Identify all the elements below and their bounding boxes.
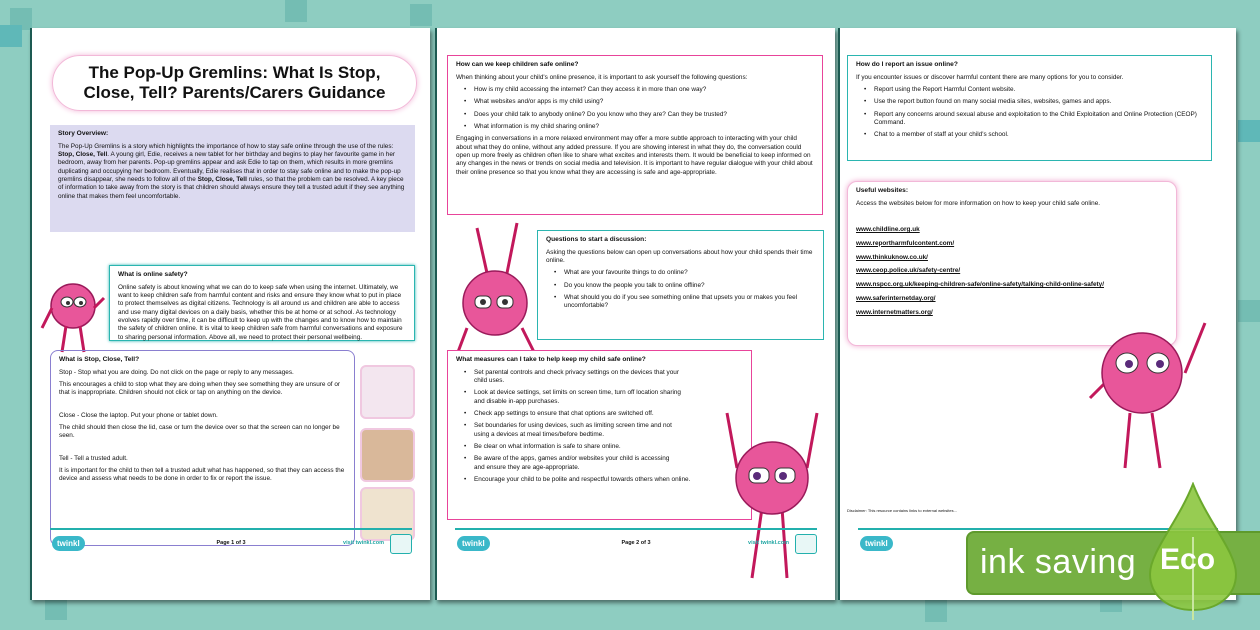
questions-intro: Asking the questions below can open up conversations about how your child spends their time online.: [546, 248, 813, 264]
disclaimer: Disclaimer: This resource contains links to external websites...: [847, 508, 957, 513]
quality-badge-icon: [390, 534, 412, 554]
twinkl-logo: twinkl: [52, 536, 85, 551]
questions-heading: Questions to start a discussion:: [546, 236, 647, 243]
report-box: [847, 55, 1212, 161]
safety-text: Online safety is about knowing what we can do to keep safe when using the internet. Ultimately, we want to keep children safe from harmful content and risks and ensure they know what to put in place to protect themselves as digital citizens. Technology is all around us and children are able to access and use many digital devices on a daily basis, whether this be at home or at school. As technology evolves rapidly over time, it can be difficult to keep up with the changes and to know how to maintain the safety of children online. It is vital to keep children safe from harmful conversations and exposure to sharing personal information. Above all, we need to protect their personal wellbeing.: [118, 283, 403, 341]
list-item: • Set boundaries for using devices, such as limiting screen time and not using a devices at meal times/before bedtime.: [464, 422, 681, 439]
close-text: The child should then close the lid, case or turn the device over so that the screen can no longer be seen.: [59, 423, 340, 440]
report-heading: How do I report an issue online?: [856, 61, 958, 68]
twinkl-logo: twinkl: [860, 536, 893, 551]
visit-link[interactable]: visit twinkl.com: [343, 540, 384, 546]
list-item: • Report using the Report Harmful Content website.: [864, 86, 1203, 94]
measures-heading: What measures can I take to help keep my child safe online?: [456, 356, 646, 363]
list-item: • Encourage your child to be polite and respectful towards others when online.: [464, 476, 681, 484]
quality-badge-icon: [795, 534, 817, 554]
page-1: [30, 28, 430, 600]
list-item: • Look at device settings, set limits on screen time, turn off location sharing and disable in-app purchases.: [464, 389, 681, 406]
list-item: • What are your favourite things to do online?: [554, 269, 815, 277]
list-item: • Does your child talk to anybody online? Do you know who they are? Can they be trusted?: [464, 111, 814, 119]
report-list: [864, 86, 1203, 140]
website-link[interactable]: www.internetmatters.org/: [856, 308, 933, 316]
keep-heading: How can we keep children safe online?: [456, 61, 579, 68]
gremlin-illustration: [38, 268, 108, 358]
measures-box: [447, 350, 752, 520]
online-safety-box: [109, 265, 415, 341]
list-item: • Set parental controls and check privacy settings on the devices that your child uses.: [464, 369, 681, 386]
report-intro: If you encounter issues or discover harmful content there are many options for you to consider.: [856, 73, 1124, 81]
list-item: • Check app settings to ensure that chat options are switched off.: [464, 410, 681, 418]
page-title: The Pop-Up Gremlins: What Is Stop, Close, Tell? Parents/Carers Guidance: [83, 62, 386, 102]
list-item: • Be aware of the apps, games and/or websites your child is accessing and ensure they are age-appropriate.: [464, 455, 681, 472]
eco-label: Eco: [1160, 543, 1216, 576]
tell-rule: Tell - Tell a trusted adult.: [59, 454, 128, 462]
websites-intro: Access the websites below for more information on how to keep your child safe online.: [856, 199, 1101, 207]
story-rules: Stop, Close, Tell: [197, 175, 247, 183]
story-text-part: rules, so that the problem can be resolved. A key piece of information to take away from the story is that children should always ensure they tell a trusted adult if they see anything online that makes them feel uncomfortable.: [58, 175, 405, 200]
website-link[interactable]: www.childline.org.uk: [856, 225, 920, 233]
list-item: • Do you know the people you talk to online offline?: [554, 282, 815, 290]
websites-heading: Useful websites:: [856, 187, 909, 194]
keep-intro: When thinking about your child's online presence, it is important to ask yourself the following questions:: [456, 73, 748, 81]
safety-heading: What is online safety?: [118, 271, 188, 278]
sct-heading: What is Stop, Close, Tell?: [59, 356, 140, 363]
title-pill: [52, 55, 417, 111]
list-item: • How is my child accessing the internet? Can they access it in more than one way?: [464, 86, 814, 94]
story-text-part: . A young girl, Edie, receives a new tablet for her birthday and begins to play her favourite game in her bedroom, away from her parents. Pop-up gremlins appear and ask Edie to tap on them, which results in more gremlins duplicating and occupying her bedroom. Eventually, Edie realises that in order to stay safe online and to make the pop-up gremlins disappear, she needs to follow all of the: [58, 150, 401, 183]
page-number: Page 2 of 3: [621, 540, 651, 546]
ink-saving-label: ink saving: [980, 543, 1137, 581]
visit-link[interactable]: visit twinkl.com: [748, 540, 789, 546]
page-footer: [455, 528, 817, 558]
gremlin-waving-illustration: [1080, 318, 1215, 478]
close-illustration: [360, 428, 415, 482]
stop-close-tell-box: [50, 350, 355, 546]
story-rules: Stop, Close, Tell: [58, 150, 108, 158]
stop-rule: Stop - Stop what you are doing. Do not click on the page or reply to any messages.: [59, 368, 294, 376]
close-rule: Close - Close the laptop. Put your phone or tablet down.: [59, 411, 218, 419]
page-number: Page 1 of 3: [216, 540, 246, 546]
stop-text: This encourages a child to stop what they are doing when they see something they are unsure of or that is inappropriate. Children should not click or tap on anything on the device.: [59, 380, 341, 397]
website-link[interactable]: www.ceop.police.uk/safety-centre/: [856, 267, 961, 275]
list-item: • Be clear on what information is safe to share online.: [464, 443, 681, 451]
list-item: • What should you do if you see something online that upsets you or makes you feel uncomfortable?: [554, 294, 815, 311]
questions-box: [537, 230, 824, 340]
story-text-part: The Pop-Up Gremlins is a story which highlights the importance of how to stay safe online through the use of the rules:: [58, 142, 394, 150]
website-link[interactable]: www.nspcc.org.uk/keeping-children-safe/online-safety/talking-child-online-safety/: [856, 281, 1104, 289]
list-item: • Report any concerns around sexual abuse and exploitation to the Child Exploitation and Online Protection (CEOP) Command.: [864, 111, 1203, 128]
questions-list: [554, 269, 815, 310]
twinkl-logo: twinkl: [457, 536, 490, 551]
story-overview: [50, 125, 415, 232]
story-heading: Story Overview:: [58, 130, 109, 137]
website-link[interactable]: www.thinkuknow.co.uk/: [856, 253, 928, 261]
list-item: • What websites and/or apps is my child using?: [464, 98, 814, 106]
list-item: • What information is my child sharing online?: [464, 123, 814, 131]
keep-safe-box: [447, 55, 823, 215]
page-2: [435, 28, 835, 600]
measures-list: [464, 368, 691, 485]
page-footer: [50, 528, 412, 558]
story-text: [58, 143, 407, 201]
tell-text: It is important for the child to then tell a trusted adult what has happened, so that they can access the device and assess what needs to be done in order to fix or report the issue.: [59, 466, 345, 483]
list-item: • Chat to a member of staff at your child's school.: [864, 131, 1203, 139]
keep-list: [464, 86, 814, 131]
website-link[interactable]: www.reportharmfulcontent.com/: [856, 239, 955, 247]
stop-illustration: [360, 365, 415, 419]
keep-text: Engaging in conversations in a more relaxed environment may offer a more subtle approach to interacting with your child about what they do online, without any added pressure. If you are showing interest in what they do, the conversation could open up more freely as children often like to share what excites and interests them. It would be beneficial to keep informed on any changes in the news or trends on social media and television. It is important to have regular dialogue with your child about their online presence so that you know what they are accessing is safe and age-appropriate.: [456, 135, 813, 176]
website-link[interactable]: www.saferinternetday.org/: [856, 295, 936, 303]
list-item: • Use the report button found on many social media sites, websites, games and apps.: [864, 98, 1203, 106]
